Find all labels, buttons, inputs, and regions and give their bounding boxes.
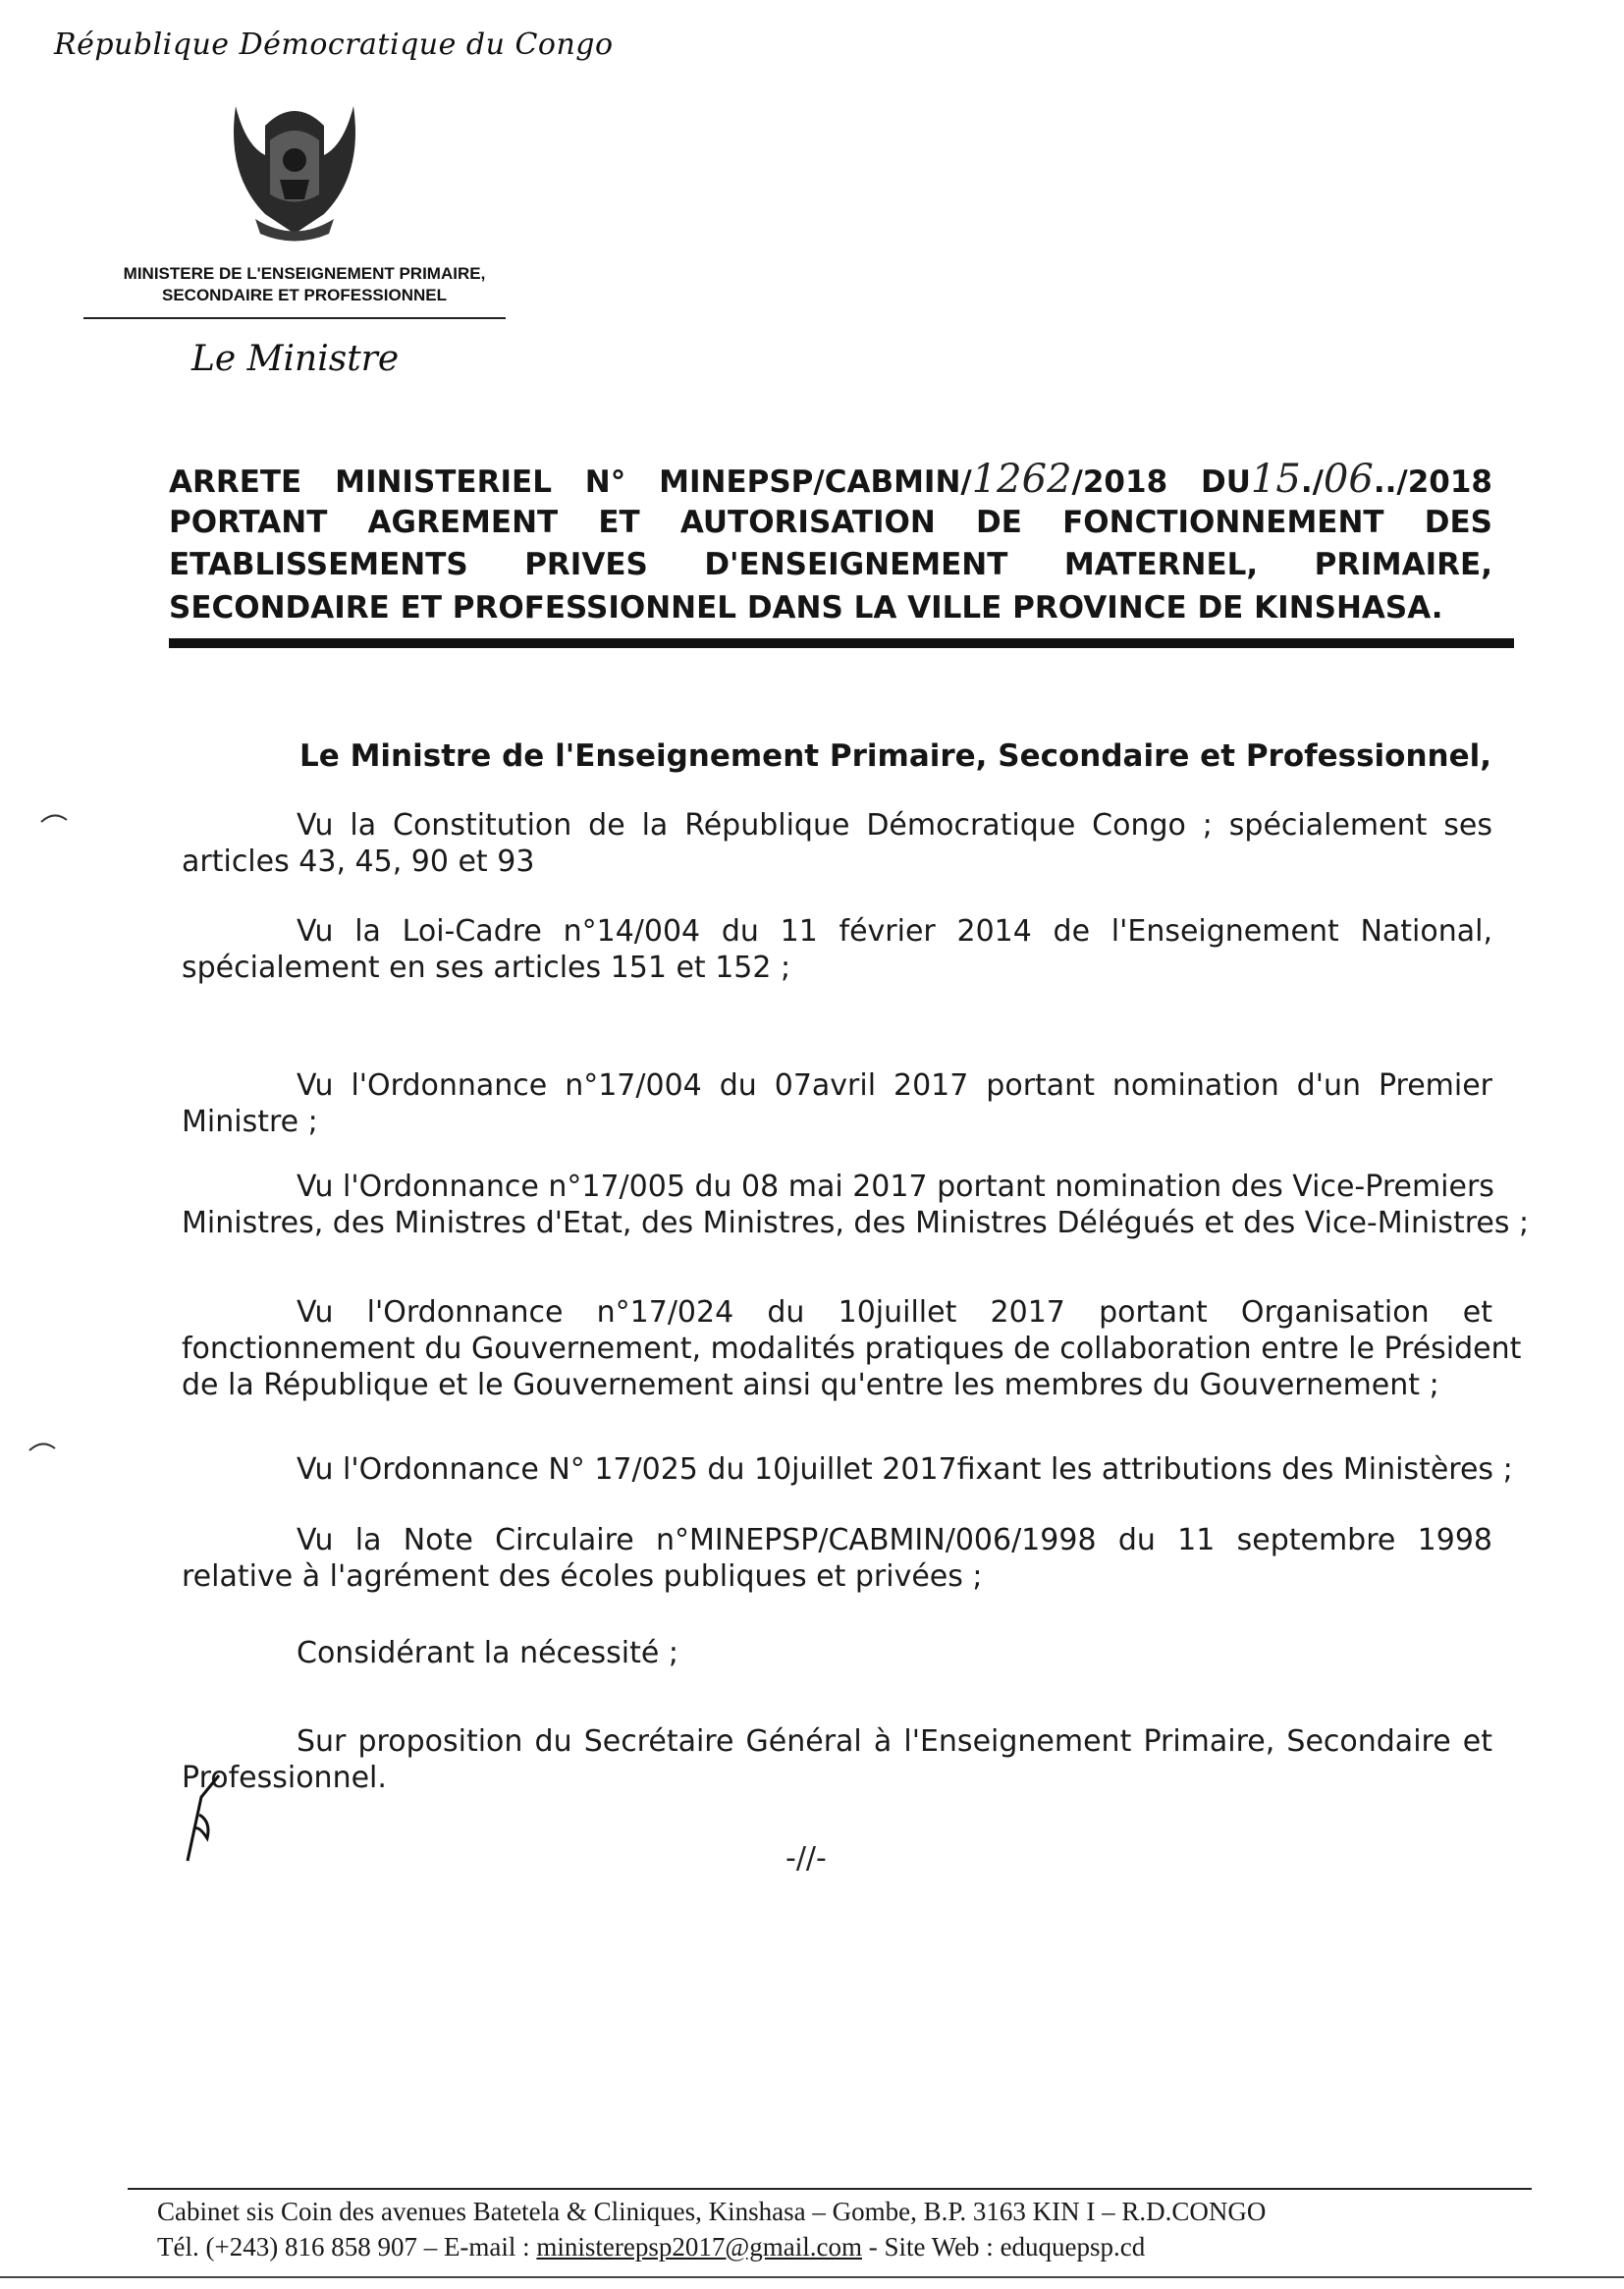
- punch-hole-mark: [39, 810, 69, 824]
- handwritten-month: 06: [1323, 457, 1374, 502]
- footer-phone: Tél. (+243) 816 858 907 – E-mail :: [157, 2232, 537, 2262]
- footer-divider: [128, 2188, 1532, 2190]
- paragraph-considerant: [182, 1635, 1492, 1671]
- paragraph-ordonnance-17-005: [182, 1169, 1530, 1241]
- paragraph-ordonnance-17-024: [182, 1294, 1522, 1403]
- decree-date-label: /2018 DU: [1071, 464, 1251, 500]
- office-title: Le Ministre: [191, 339, 400, 379]
- para-line: fonctionnement du Gouvernement, modalités pratiques de collaboration entre le Président: [182, 1332, 1522, 1366]
- decree-subject-line-2: ETABLISSEMENTS PRIVES D'ENSEIGNEMENT MATERNEL, PRIMAIRE,: [169, 547, 1492, 582]
- footer-contact: [157, 2232, 1434, 2262]
- decree-subject-line-3: SECONDAIRE ET PROFESSIONNEL DANS LA VILLE PROVINCE DE KINSHASA.: [169, 590, 1443, 626]
- ministry-line-2: SECONDAIRE ET PROFESSIONNEL: [162, 286, 447, 304]
- decree-year: ../2018: [1373, 464, 1492, 500]
- paragraph-note-circulaire: [182, 1522, 1492, 1595]
- para-line: Vu l'Ordonnance n°17/005 du 08 mai 2017 portant nomination des Vice-Premiers: [297, 1170, 1494, 1204]
- para-line: Vu la Constitution de la République Démocratique Congo ; spécialement ses: [297, 808, 1492, 843]
- para-line: Vu la Note Circulaire n°MINEPSP/CABMIN/006/1998 du 11 septembre 1998: [297, 1523, 1492, 1557]
- decree-subject-line-1: PORTANT AGREMENT ET AUTORISATION DE FONCTIONNEMENT DES: [169, 505, 1492, 540]
- para-line: Ministres, des Ministres d'Etat, des Ministres, des Ministres Délégués et des Vice-Ministres ;: [182, 1206, 1530, 1240]
- handwritten-decree-number: 1262: [971, 457, 1072, 502]
- para-line: articles 43, 45, 90 et 93: [182, 845, 535, 879]
- punch-hole-mark: [27, 1439, 57, 1452]
- footer-website: - Site Web : eduquepsp.cd: [862, 2232, 1146, 2262]
- ministry-line-1: MINISTERE DE L'ENSEIGNEMENT PRIMAIRE,: [123, 264, 486, 283]
- paragraph-loi-cadre: [182, 913, 1492, 986]
- ministry-name: [79, 263, 530, 306]
- para-line: Vu l'Ordonnance n°17/024 du 10juillet 2017 portant Organisation et: [297, 1295, 1492, 1330]
- paragraph-proposition: [182, 1723, 1492, 1796]
- decree-prefix: ARRETE MINISTERIEL N° MINEPSP/CABMIN/: [169, 464, 972, 500]
- ministry-divider: [83, 317, 506, 319]
- footer-address: Cabinet sis Coin des avenues Batetela & Cliniques, Kinshasa – Gombe, B.P. 3163 KIN I – R.D.CONGO: [157, 2197, 1267, 2226]
- national-emblem-icon: [226, 86, 363, 244]
- paragraph-constitution: [182, 807, 1492, 880]
- para-line: relative à l'agrément des écoles publiques et privées ;: [182, 1559, 983, 1594]
- footer-email-link[interactable]: ministerepsp2017@gmail.com: [536, 2232, 862, 2262]
- para-line: spécialement en ses articles 151 et 152 ;: [182, 951, 791, 985]
- paragraph-ordonnance-17-004: [182, 1067, 1492, 1140]
- paragraph-ordonnance-17-025: [182, 1451, 1513, 1488]
- minister-heading: Le Ministre de l'Enseignement Primaire, Secondaire et Professionnel,: [299, 738, 1492, 774]
- decree-date-separator: ./: [1300, 464, 1324, 500]
- page-continuation-marker: -//-: [785, 1841, 827, 1876]
- para-line: Sur proposition du Secrétaire Général à l'Enseignement Primaire, Secondaire et: [297, 1724, 1492, 1759]
- para-line: de la République et le Gouvernement ainsi qu'entre les membres du Gouvernement ;: [182, 1368, 1439, 1402]
- para-line: Professionnel.: [182, 1761, 387, 1795]
- page-bottom-edge: [0, 2276, 1624, 2278]
- republic-heading: République Démocratique du Congo: [54, 27, 614, 62]
- para-line: Vu la Loi-Cadre n°14/004 du 11 février 2014 de l'Enseignement National,: [297, 914, 1492, 949]
- para-line: Ministre ;: [182, 1105, 318, 1139]
- para-line: Vu l'Ordonnance N° 17/025 du 10juillet 2017fixant les attributions des Ministères ;: [297, 1452, 1513, 1487]
- handwritten-initial-icon: [182, 1768, 231, 1866]
- para-line: Vu l'Ordonnance n°17/004 du 07avril 2017 portant nomination d'un Premier: [297, 1068, 1492, 1103]
- title-divider: [169, 638, 1514, 648]
- decree-number-line: [169, 457, 1492, 502]
- para-line: Considérant la nécessité ;: [297, 1636, 678, 1670]
- handwritten-day: 15: [1250, 457, 1301, 502]
